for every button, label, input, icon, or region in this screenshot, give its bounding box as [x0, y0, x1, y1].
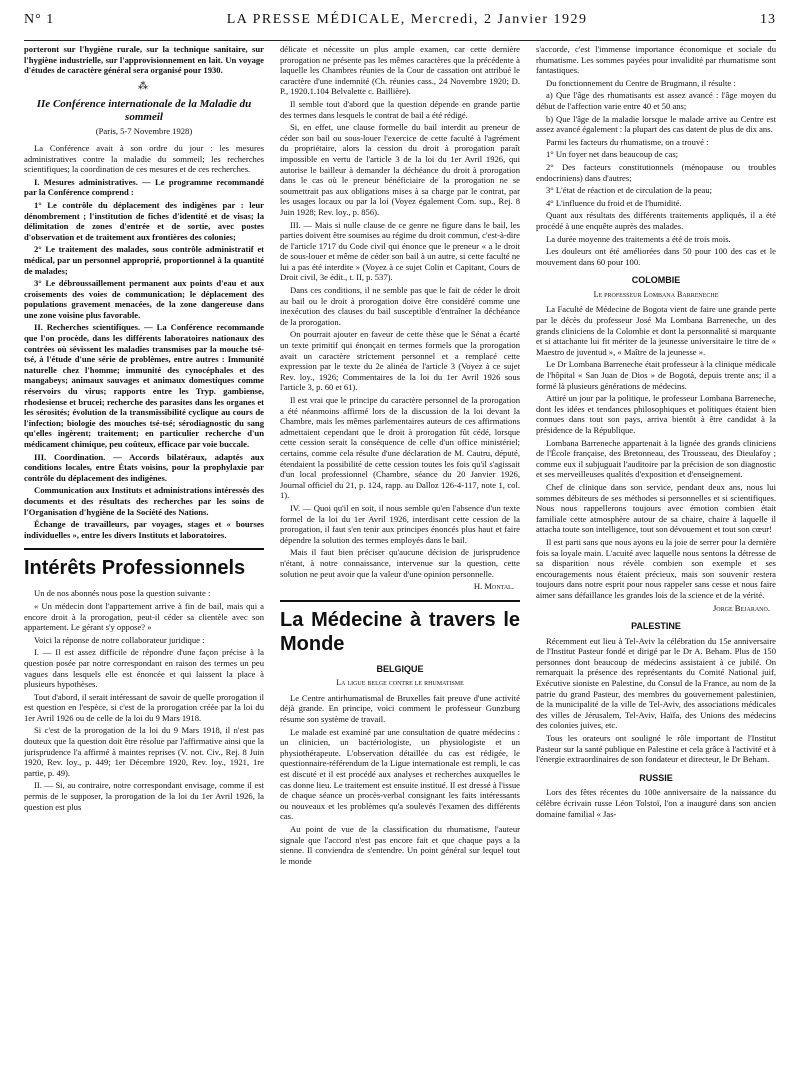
paragraph: Lors des fêtes récentes du 100e anniversaire de la naissance du célèbre écrivain russe Léon Tolstoï, l'on a inauguré dans son ancien domaine familial « Jas- — [536, 787, 776, 819]
columns — [24, 44, 776, 1072]
paragraph: Communication aux Instituts et administrations intéressés des documents et des résultats des recherches par les soins de l'Organisation d'hygiène de la Société des Nations. — [24, 485, 264, 517]
subheading: La ligue belge contre le rhumatisme — [336, 678, 464, 688]
paragraph: La durée moyenne des traitements a été de trois mois. — [546, 233, 731, 244]
column-2 — [280, 44, 520, 1072]
paragraph: La Faculté de Médecine de Bogota vient de faire une grande perte par le décès du professeur José Ma Lombana Barreneche, un des grands cliniciens de la Colombie et dont la personnalité si marquante et si attachante lui fit mériter de la jeunesse universitaire le titre de « Maestro de juventud », « Maître de la jeunesse ». — [536, 304, 776, 357]
conference-dates: (Paris, 5-7 Novembre 1928) — [95, 126, 193, 137]
paragraph: Il est parti sans que nous ayons eu la joie de serrer pour la dernière fois sa loyale main. L'acuité avec laquelle nous sentons la détresse de sa disparition nous révèle combien son exemple et ses encouragements nous étaient précieux, mais son souvenir restera toujours dans notre esprit pour nous rappeler sans cesse et nous faire aimer sans défaillance les grandes lois de la science et de la vérité. — [536, 536, 776, 600]
paragraph: On pourrait ajouter en faveur de cette thèse que le Sénat a écarté un texte primitif qui énonçait en termes formels que la prorogation avait un caractère strictement personnel et a remplacé cette expression par le texte du 2e alinéa de l'article 3 (Voyez à ce sujet Rev. loy., 1926; Commentaires de la loi du 1er Avril 1926 sous l'article 3, p. 60 et 61). — [280, 329, 520, 393]
page-header — [24, 12, 776, 41]
paragraph: III. — Mais si nulle clause de ce genre ne figure dans le bail, les parties doivent être soumises au régime du droit commun, c'est-à-dire de l'article 1717 du Code civil qui énonce que le preneur « a le droit de sous-louer et même de céder son bail à un autre, si cette faculté ne lui a pas été interdite » (Voyez à ce sujet Colin et Capitant, Cours de Droit civil, 3e édit., t. II, p. 537). — [280, 219, 520, 283]
country-heading-belgium: BELGIQUE — [376, 663, 424, 674]
paragraph: Parmi les facteurs du rhumatisme, on a trouvé : — [546, 136, 709, 147]
paragraph: Du fonctionnement du Centre de Brugmann, il résulte : — [546, 77, 736, 88]
paragraph: Mais il faut bien préciser qu'aucune décision de jurisprudence n'étant, à notre connaissance, intervenue sur la question, cette solution ne peut avoir que la valeur d'une opinion personnelle. — [280, 547, 520, 579]
paragraph: Le Dr Lombana Barreneche était professeur à la clinique médicale de l'hôpital « San Juan de Dios » de Bogotá, depuis trente ans; il a formé là plusieurs générations de médecins. — [536, 359, 776, 391]
country-heading-palestine: PALESTINE — [631, 621, 681, 632]
paragraph: Voici la réponse de notre collaborateur juridique : — [34, 634, 205, 645]
paragraph: s'accorde, c'est l'immense importance économique et sociale du rhumatisme. Les sommes payées pour invalidité par rhumatisme sont fantastiques. — [536, 44, 776, 76]
paragraph: 2° Le traitement des malades, sous contrôle administratif et médical, par un personnel approprié, proportionnel à la quantité de malades; — [24, 244, 264, 276]
paragraph: 3° Le débroussaillement permanent aux points d'eau et aux croisements des voies de communication; le déplacement des populations gravement menacées, de la zone dangereuse dans une zone voisine plus favorable. — [24, 278, 264, 320]
paragraph: Attiré un jour par la politique, le professeur Lombana Barreneche, dont les idées et tendances philosophiques et politiques étaient bien connues dans tout son pays, arriva bientôt à être candidat à la présidence de la République. — [536, 393, 776, 435]
section-divider — [280, 600, 520, 602]
country-heading-russia: RUSSIE — [639, 772, 673, 783]
journal-masthead: LA PRESSE MÉDICALE, Mercredi, 2 Janvier 1929 — [226, 12, 588, 27]
paragraph: II. — Si, au contraire, notre correspondant envisage, comme il est permis de le supposer, la prorogation de la loi du 1er Avril 1926, la question est plus — [24, 780, 264, 812]
column-3 — [536, 44, 776, 1072]
paragraph: 4° L'influence du froid et de l'humidité. — [546, 197, 682, 208]
paragraph: Lombana Barreneche appartenait à la lignée des grands cliniciens de l'École française, des Bretonneau, des Trousseau, des Dieulafoy ; comme eux il subjuguait l'auditoire par la précision de son diagnostic et ses merveilleuses qualités d'exposition et d'enseignement. — [536, 437, 776, 480]
paragraph: Tous les orateurs ont souligné le rôle important de l'Institut Pasteur sur la santé publique en Palestine et cela grâce à l'activité et à l'énergie extraordinaires de son fondateur et directeur, le Dr Beham. — [536, 733, 776, 765]
author-signature: Jorge Bejarano. — [712, 602, 770, 613]
paragraph: Le Centre antirhumatismal de Bruxelles fait preuve d'une activité déjà grande. En principe, voici comment le professeur Gunzburg résume son système de travail. — [280, 692, 520, 725]
paragraph: Tout d'abord, il serait intéressant de savoir de quelle prorogation il est question en l'espèce, si c'est de la prorogation créée par la loi du 1er Avril 1926 ou de celle de la loi du 9 Mars 1918. — [24, 691, 264, 723]
paragraph: Au point de vue de la classification du rhumatisme, l'auteur signale que l'accord n'est pas encore fait et que chaque pays a la sienne. Il conviendra de s'entendre. Un point général sur lequel tout le monde — [280, 824, 520, 866]
issue-number: N° 1 — [24, 12, 55, 27]
column-1 — [24, 44, 264, 1072]
paragraph: a) Que l'âge des rhumatisants est assez avancé : l'âge moyen du début de l'affection varie entre 40 et 50 ans; — [536, 90, 776, 111]
paragraph: La Conférence avait à son ordre du jour : les mesures administratives contre la maladie du sommeil; les recherches scientifiques; la coordination de ces mesures et de ces recherches. — [24, 142, 264, 175]
paragraph: délicate et nécessite un plus ample examen, car cette dernière prorogation ne présente pas les mêmes caractères que la précédente à laquelle les Chambres réunies de la Cour de cassation ont attribué le caractère d'une indemnité (Ch. réunies cass., 24 Novembre 1920; D. P., 1920.1.104 Belvalette c. Baillière). — [280, 44, 520, 97]
section-title-world-medicine: La Médecine à travers le Monde — [280, 608, 520, 655]
paragraph: III. Coordination. — Accords bilatéraux, adaptés aux conditions locales, entre États voisins, pour la prophylaxie par contrôle du déplacement des indigènes. — [24, 451, 264, 483]
paragraph: Si, en effet, une clause formelle du bail interdit au preneur de céder son bail ou sous-louer l'exercice de cette faculté à l'agrément du propriétaire, alors la cession du droit à prorogation paraît impossible en vertu de l'article 3 de la loi du 1er Avril 1926, qui autorise le bailleur à demander la déchéance du droit à prorogation dans le cas où le preneur bénéficiaire de la prorogation ne se soumettrait pas aux obligations mises à sa charge par le contrat, par les usages locaux ou par la loi (Voyez également Com. sup., Rej. 8 Juin 1928; Rev. loy., p. 856). — [280, 122, 520, 217]
paragraph: Dans ces conditions, il ne semble pas que le fait de céder le droit au bail ou le droit à prorogation doive être considéré comme une inexécution des clauses du bail susceptible d'entraîner la déchéance de la prorogation. — [280, 285, 520, 327]
paragraph: « Un médecin dont l'appartement arrive à fin de bail, mais qui a encore droit à la prorogation, peut-il céder sa clientèle avec son appartement. Le gérant s'y oppose? » — [24, 600, 264, 633]
paragraph: 1° Un foyer net dans beaucoup de cas; — [546, 149, 679, 160]
section-title-professional-interests: Intérêts Professionnels — [24, 557, 246, 580]
subheading: Le professeur Lombana Barreneche — [593, 289, 719, 299]
paragraph: 3° L'état de réaction et de circulation de la peau; — [546, 185, 713, 196]
paragraph: b) Que l'âge de la maladie lorsque le malade arrive au Centre est assez avancé également : la plupart des cas datent de plus de dix ans. — [536, 113, 776, 135]
paragraph: IV. — Quoi qu'il en soit, il nous semble qu'en l'absence d'un texte formel de la loi du 1er Avril 1926, interdisant cette cession de la prorogation, il faut s'en tenir aux principes énoncés plus haut et faire dépendre la solution des termes employés dans le bail. — [280, 502, 520, 545]
paragraph: Si c'est de la prorogation de la loi du 9 Mars 1918, il n'est pas douteux que la question doit être résolue par l'affirmative ainsi que la jurisprudence l'a affirmé à maintes reprises (V. not. Civ., Rej. 8 Juin 1920, Rev. loy., p. 449; 1er Décembre 1920, Rev. loy., 1921, 1re partie, p. 49). — [24, 725, 264, 778]
conference-title: IIe Conférence internationale de la Maladie du sommeil — [36, 98, 252, 124]
paragraph: Quant aux résultats des différents traitements appliqués, il a été procédé à une enquête auprès des malades. — [536, 210, 776, 231]
paragraph: Le malade est examiné par une consultation de quatre médecins : un clinicien, un bactériologiste, un physiologiste et un physiothérapeute. L'observation détaillée du cas est rédigée, le questionnaire-référendum de la Ligue internationale est rempli, le cas est discuté et il est procédé aux analyses et recherches auxquelles le cas donne lieu. Le traitement est ensuite institué. Il est dressé à l'issue de chaque séance un procès-verbal consignant les faits intéressants ou nouveaux et les problèmes qu'a soulevés l'examen des différents cas. — [280, 726, 520, 822]
paragraph: Récemment eut lieu à Tel-Aviv la célébration du 15e anniversaire de l'Institut Pasteur fondé et dirigé par le Dr A. Beham. Plus de 150 personnes dont beaucoup de médecins assistaient à ce jubilé. On remarquait la présence des représentants du Comité National juif, Exécutive sioniste en Palestine, du Consul de la France, au nom de la patrie du grand Pasteur, des membres du gouvernement palestinien, de la municipalité de la ville de Tel-Aviv, des associations médicales des villes de Jérusalem, Tel-Aviv, Haïfa, des Unions des médecins des colonies juives, etc. — [536, 635, 776, 731]
paragraph: Il est vrai que le principe du caractère personnel de la prorogation a été néanmoins affirmé lors de la discussion de la loi devant la Chambre, mais les mêmes parlementaires auteurs de ces affirmations admettaient cependant que le droit à prorogation fût cédé, lorsque cette cession serait la conséquence de celle d'un office ministériel; certains, comme cela résulte d'une déclaration de M. Cautru, député, étendaient la possibilité de cette cession toutes les fois qu'il s'agissait d'un local professionnel (Chambre, séance du 20 Janvier 1926, Journal officiel du 21, p. 124, rapp. au Dalloz 126-4-117, note 1, col. 1). — [280, 395, 520, 501]
paragraph: Les douleurs ont été améliorées dans 50 pour 100 des cas et le mouvement dans 60 pour 100. — [536, 246, 776, 267]
page-number: 13 — [760, 12, 776, 27]
author-signature: H. Montal. — [473, 581, 514, 592]
paragraph: 1° Le contrôle du déplacement des indigènes par : leur dénombrement ; l'institution de fiches d'identité et de visas; la délimitation de zones d'entrée et de sortie, avec postes d'observation et de traitement aux frontières des colonies; — [24, 199, 264, 242]
paragraph: II. Recherches scientifiques. — La Conférence recommande que l'on procède, dans les différents laboratoires nationaux des contrées où sévissent les maladies transmises par la mouche tsé-tsé, à l'étude d'une série de problèmes, entre autres : Immunité naturelle chez l'homme; immunité des cynocéphales et des mangabeys; animaux sauvages et animaux domestiques comme réservoirs du virus; rapports entre les Tryp. gambiense, rhodesiense et brucei; recherche des parasites dans les organes et les sérosités; évolution de la transmissibilité cyclique au cours de l'infection; biologie des mouches tsé-tsé; sérodiagnostic du sang qu'elles ingèrent; traitement; en particulier recherche d'un médicament chimique, peu coûteux, efficace par voie buccale. — [24, 322, 264, 449]
paragraph: Il semble tout d'abord que la question dépende en grande partie des termes dans lesquels le contrat de bail a été rédigé. — [280, 98, 520, 120]
paragraph: I. — Il est assez difficile de répondre d'une façon précise à la question posée par notre correspondant en raison des termes un peu vagues dans lesquels elle est énoncée et qui laissent la place à plusieurs hypothèses. — [24, 647, 264, 690]
paragraph: Échange de travailleurs, par voyages, stages et « bourses individuelles », entre les divers Instituts et laboratoires. — [24, 519, 264, 540]
section-divider — [24, 548, 264, 550]
paragraph: I. Mesures administratives. — Le programme recommandé par la Conférence comprend : — [24, 176, 264, 198]
country-heading-colombia: COLOMBIE — [631, 275, 681, 286]
paragraph: 2° Des facteurs constitutionnels (ménopause ou troubles endocriniens) dans d'autres; — [536, 161, 776, 183]
paragraph: Un de nos abonnés nous pose la question suivante : — [34, 588, 211, 599]
paragraph: porteront sur l'hygiène rurale, sur la technique sanitaire, sur l'hygiène industrielle, sur l'approvisionnement en lait. Un voyage d'études de caractère général sera organisé pour 1930. — [24, 44, 264, 76]
paragraph: Chef de clinique dans son service, pendant deux ans, nous lui sommes débiteurs de ses méthodes si personnelles et si scientifiques. Nous nous rappellerons toujours avec émotion combien était familiale cette atmosphère autour de sa chaire, chaire à laquelle il attacha toute son intelligence, tout son dévouement et tout son cœur! — [536, 481, 776, 535]
asterism: ⁂ — [138, 80, 150, 92]
